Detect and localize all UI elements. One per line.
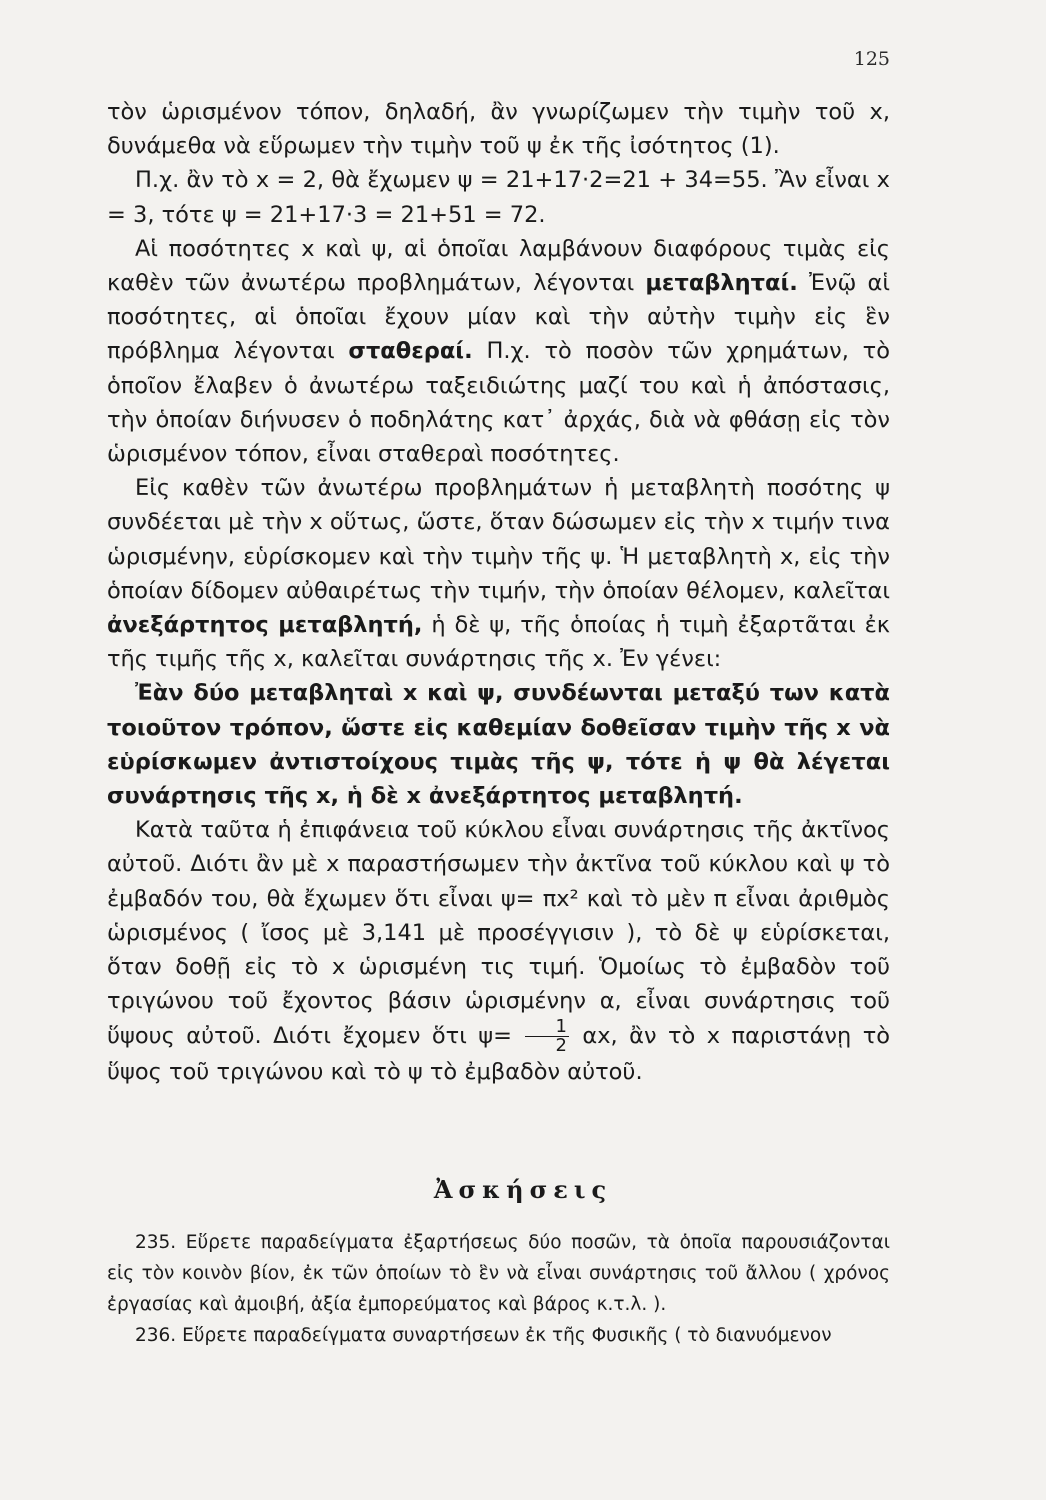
paragraph: τὸν ὡρισμένον τόπον, δηλαδή, ἂν γνωρίζωμεν τὴν τιμὴν τοῦ x, δυνάμεθα νὰ εὕρωμεν τὴν τιμὴν τοῦ ψ ἐκ τῆς ἰσότητος (1).	[107, 99, 890, 160]
text-span: αx, ἂν τὸ x παριστάνῃ τὸ ὕψος τοῦ τριγώνου καὶ τὸ ψ τὸ ἐμβαδὸν αὐτοῦ.	[107, 1023, 891, 1086]
paragraph	[107, 813, 890, 1089]
text-span: Κατὰ ταῦτα ἡ ἐπιφάνεια τοῦ κύκλου εἶναι συνάρτησις τῆς ἀκτῖνος αὐτοῦ. Διότι ἂν μὲ x παραστήσωμεν τὴν ἀκτῖνα τοῦ κύκλου καὶ ψ τὸ ἐμβαδόν του, θὰ ἔχωμεν ὅτι εἶναι ψ= πx² καὶ τὸ μὲν π εἶναι ἀριθμὸς ὡρισμένος ( ἴσος μὲ 3,141 μὲ προσέγγισιν ), τὸ δὲ ψ εὑρίσκεται, ὅταν δοθῇ εἰς τὸ x ὡρισμένη τις τιμή. Ὁμοίως τὸ ἐμβαδὸν τοῦ τριγώνου τοῦ ἔχοντος βάσιν ὡρισμένην α, εἶναι συνάρτησις τοῦ ὕψους αὐτοῦ. Διότι ἔχομεν ὅτι ψ=	[107, 817, 890, 1050]
paragraph	[107, 232, 890, 471]
paragraph	[107, 471, 890, 676]
fraction-numerator: 1	[525, 1018, 568, 1037]
bold-term: μεταβληταί.	[645, 270, 798, 297]
text-span: Εἰς καθὲν τῶν ἀνωτέρω προβλημάτων ἡ μεταβλητὴ ποσότης ψ συνδέεται μὲ τὴν x οὕτως, ὥστε, ὅταν δώσωμεν εἰς τὴν x τιμήν τινα ὡρισμένην, εὑρίσκομεν καὶ τὴν τιμὴν τῆς ψ. Ἡ μεταβλητὴ x, εἰς τὴν ὁποίαν δίδομεν αὐθαιρέτως τὴν τιμήν, τὴν ὁποίαν θέλομεν, καλεῖται	[107, 475, 890, 604]
text-span: Π.χ. τὸ ποσὸν τῶν χρημάτων, τὸ ὁποῖον ἔλαβεν ὁ ἀνωτέρω ταξειδιώτης μαζί του καὶ ἡ ἀπόστασις, τὴν ὁποίαν διήνυσεν ὁ ποδηλάτης κατ᾽ ἀρχάς, διὰ νὰ φθάσῃ εἰς τὸν ὡρισμένον τόπον, εἶναι σταθεραὶ ποσότητες.	[107, 338, 890, 468]
exercise-item: 235. Εὕρετε παραδείγματα ἐξαρτήσεως δύο ποσῶν, τὰ ὁποῖα παρουσιάζονται εἰς τὸν κοινὸν βίον, ἐκ τῶν ὁποίων τὸ ἓν νὰ εἶναι συνάρτησις τοῦ ἄλλου ( χρόνος ἐργασίας καὶ ἀμοιβή, ἀξία ἐμπορεύματος καὶ βάρος κ.τ.λ. ).	[107, 1232, 890, 1315]
bold-term: σταθεραί.	[348, 338, 473, 365]
text-span: Αἱ ποσότητες x καὶ ψ, αἱ ὁποῖαι λαμβάνουν διαφόρους τιμὰς εἰς καθὲν τῶν ἀνωτέρω προβλημάτων, λέγονται	[107, 235, 890, 297]
text-span: Ἐνῷ αἱ ποσότητες, αἱ ὁποῖαι ἔχουν μίαν καὶ τὴν αὐτὴν τιμὴν εἰς ἓν πρόβλημα λέγονται	[107, 270, 890, 365]
fraction	[525, 1018, 568, 1055]
page-number: 125	[853, 48, 890, 70]
main-text	[107, 95, 890, 1090]
exercises-list	[107, 1227, 890, 1351]
section-heading: Ἀσκήσεις	[433, 1175, 613, 1204]
paragraph: Π.χ. ἂν τὸ x = 2, θὰ ἔχωμεν ψ = 21+17·2=21 + 34=55. Ἂν εἶναι x = 3, τότε ψ = 21+17·3 = 21+51 = 72.	[107, 167, 890, 228]
bold-term: ἀνεξάρτητος μεταβλητή,	[107, 612, 423, 639]
definition	[107, 676, 890, 813]
fraction-denominator: 2	[555, 1035, 567, 1057]
text-span: ἡ δὲ ψ, τῆς ὁποίας ἡ τιμὴ ἐξαρτᾶται ἐκ τῆς τιμῆς τῆς x, καλεῖται συνάρτησις τῆς x. Ἐν γένει:	[107, 612, 890, 673]
exercise-item: 236. Εὕρετε παραδείγματα συναρτήσεων ἐκ τῆς Φυσικῆς ( τὸ διανυόμενον	[135, 1325, 832, 1346]
definition-text: Ἐὰν δύο μεταβληταὶ x καὶ ψ, συνδέωνται μεταξύ των κατὰ τοιοῦτον τρόπον, ὥστε εἰς καθεμίαν δοθεῖσαν τιμὴν τῆς x νὰ εὑρίσκωμεν ἀντιστοίχους τιμὰς τῆς ψ, τότε ἡ ψ θὰ λέγεται συνάρτησις τῆς x, ἡ δὲ x ἀνεξάρτητος μεταβλητή.	[107, 680, 890, 810]
